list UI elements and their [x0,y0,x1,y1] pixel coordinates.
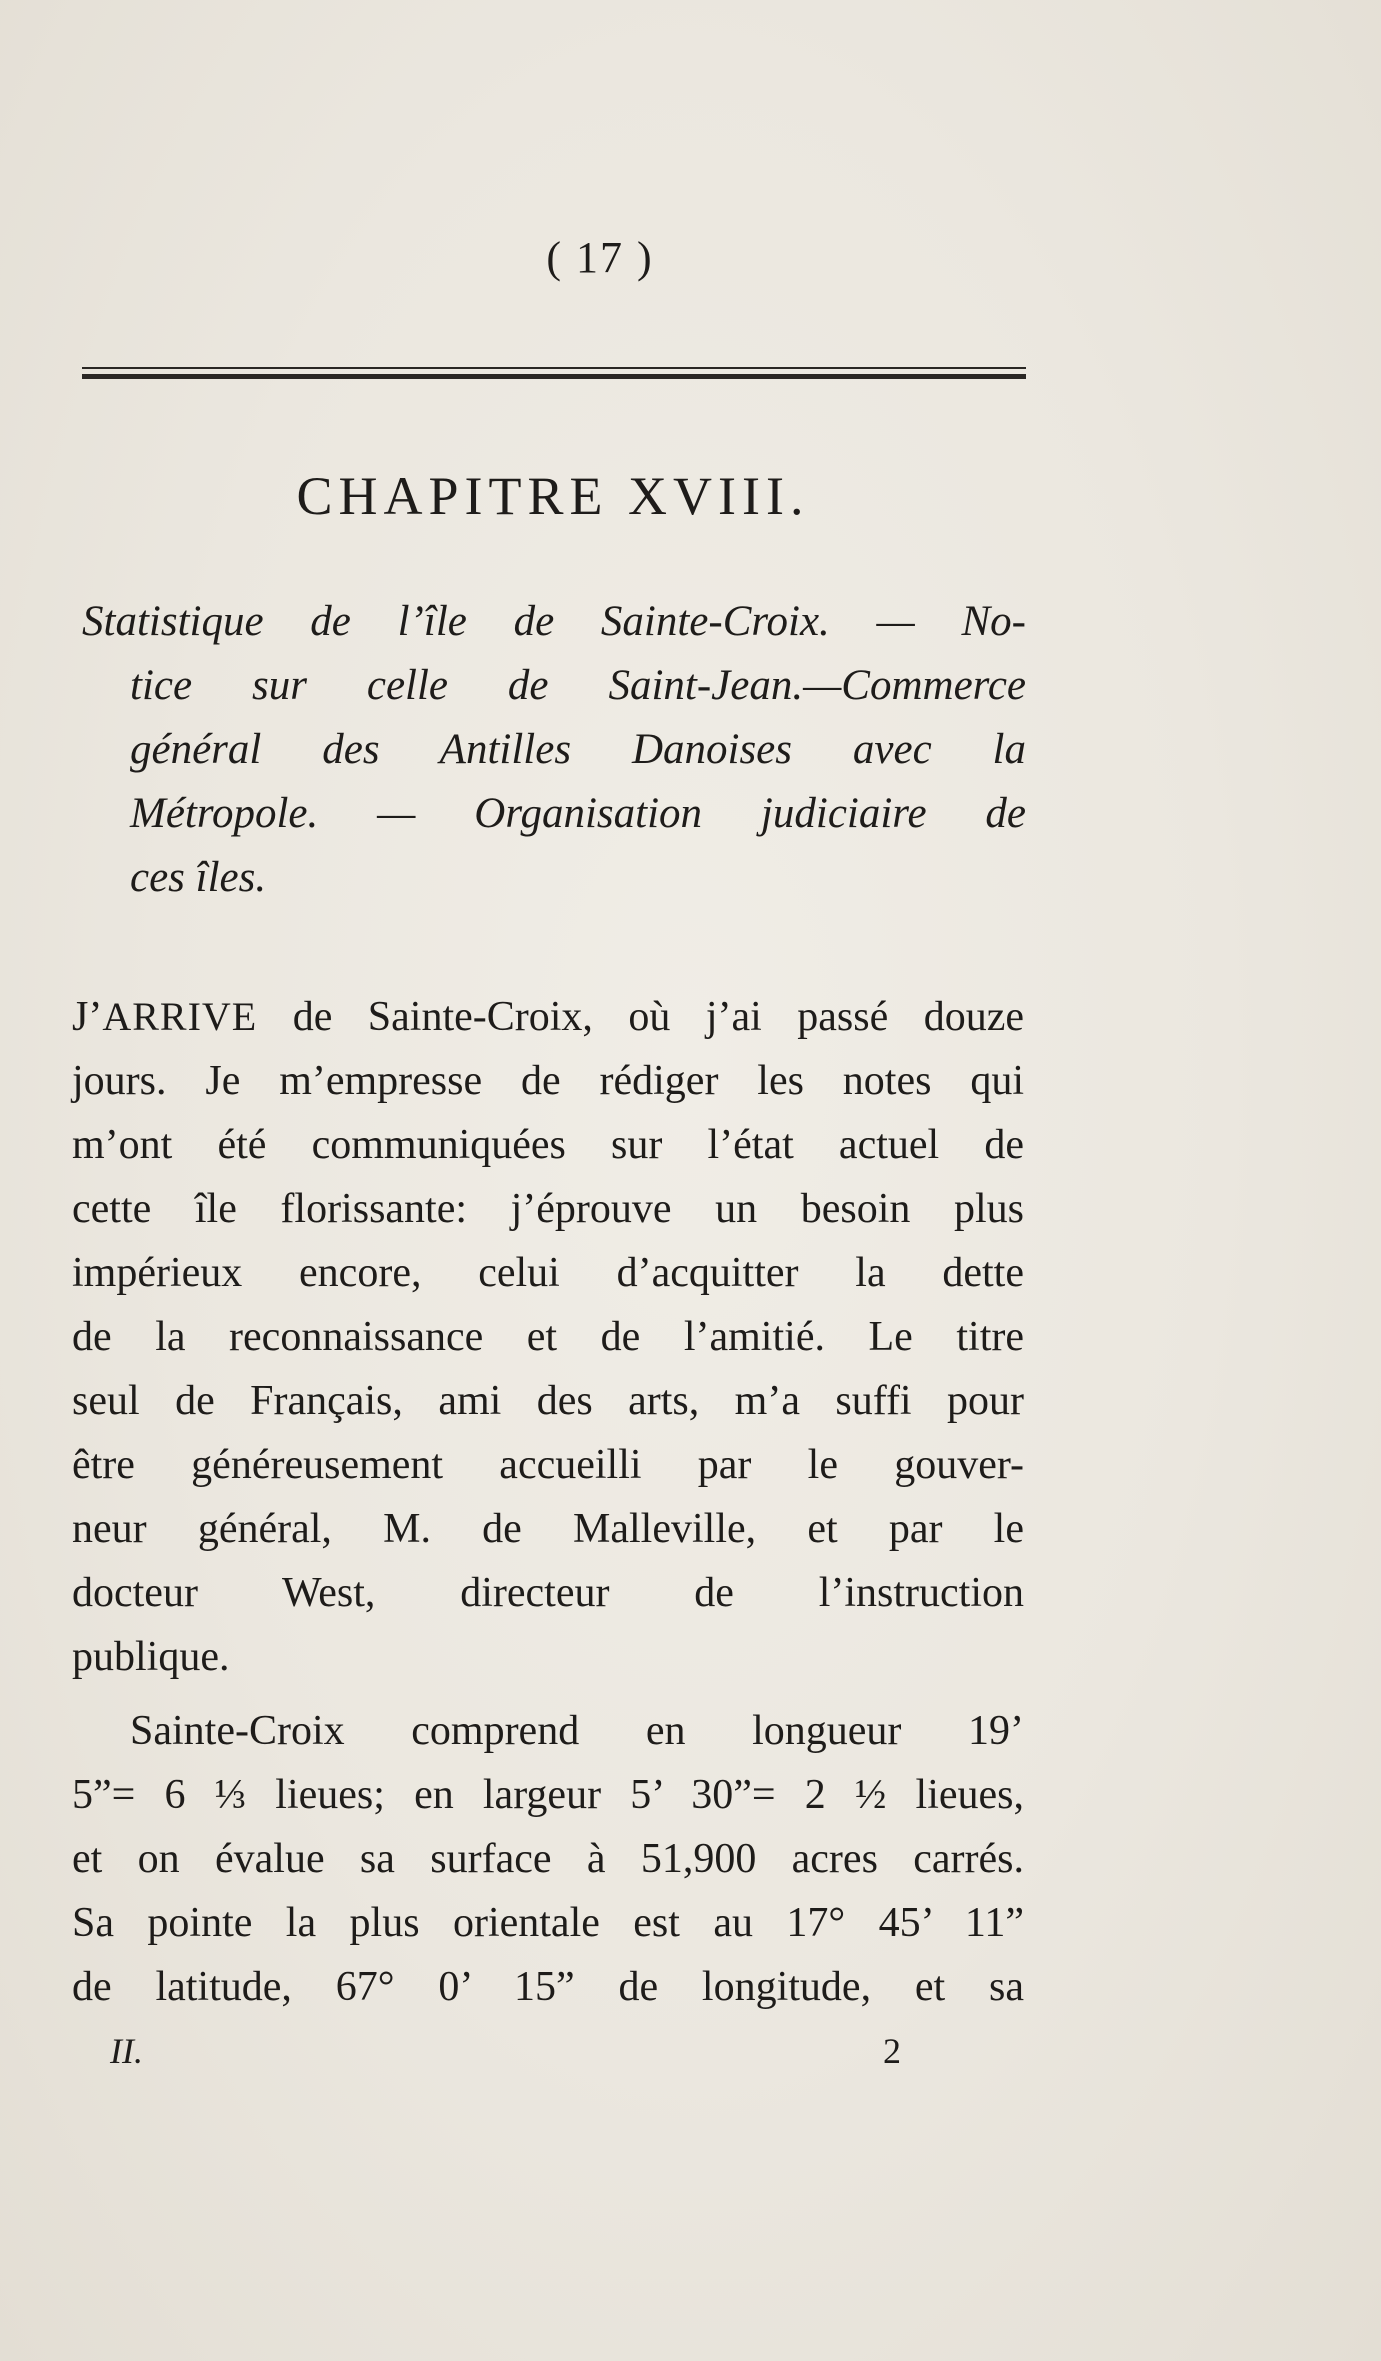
summary-line: ces îles. [130,854,267,901]
chapter-title: CHAPITRE XVIII. [296,466,810,526]
paragraph-line: docteur West, directeur de l’instruction [72,1570,1024,1616]
paragraph-line: de latitude, 67° 0’ 15” de longitude, et sa [72,1964,1024,2010]
paragraph-line: Sainte-Croix comprend en longueur 19’ [130,1708,1024,1754]
paragraph-line [72,985,1024,1049]
paragraph-line: Sa pointe la plus orientale est au 17° 45’ 11” [72,1900,1024,1946]
paragraph-line: et on évalue sa surface à 51,900 acres carrés. [72,1836,1024,1882]
paragraph-line: seul de Français, ami des arts, m’a suffi pour [72,1378,1024,1424]
paragraph-line: neur général, M. de Malleville, et par le [72,1506,1024,1552]
signature-number: 2 [883,2031,901,2071]
paragraph-line: être généreusement accueilli par le gouver- [72,1442,1024,1488]
header-rule-thin [82,367,1026,369]
summary-line: Statistique de l’île de Sainte-Croix. — No- [82,598,1026,645]
paragraph-line: publique. [72,1634,230,1680]
chapter-summary [82,590,1026,910]
summary-line: tice sur celle de Saint-Jean.—Commerce [130,662,1026,709]
page-number: ( 17 ) [546,233,654,282]
summary-line: général des Antilles Danoises avec la [130,726,1026,773]
paragraph-line: impérieux encore, celui d’acquitter la dette [72,1250,1024,1296]
header-rule-thick [82,374,1026,379]
paragraph-first-line-rest: de Sainte-Croix, où j’ai passé douze [257,994,1024,1040]
signature-mark: II. [110,2031,143,2071]
paragraph-line: jours. Je m’empresse de rédiger les notes qui [72,1058,1024,1104]
paragraph-line: 5”= 6 ⅓ lieues; en largeur 5’ 30”= 2 ½ lieues, [72,1772,1024,1818]
paragraph-line: m’ont été communiquées sur l’état actuel de [72,1122,1024,1168]
summary-line: Métropole. — Organisation judiciaire de [130,790,1026,837]
paragraph-line: cette île florissante: j’éprouve un besoin plus [72,1186,1024,1232]
paragraph-line: de la reconnaissance et de l’amitié. Le titre [72,1314,1024,1360]
drop-word-smallcaps: ARRIVE [102,994,258,1039]
body-text [72,985,1024,2019]
drop-word-first: J’ [72,994,103,1040]
